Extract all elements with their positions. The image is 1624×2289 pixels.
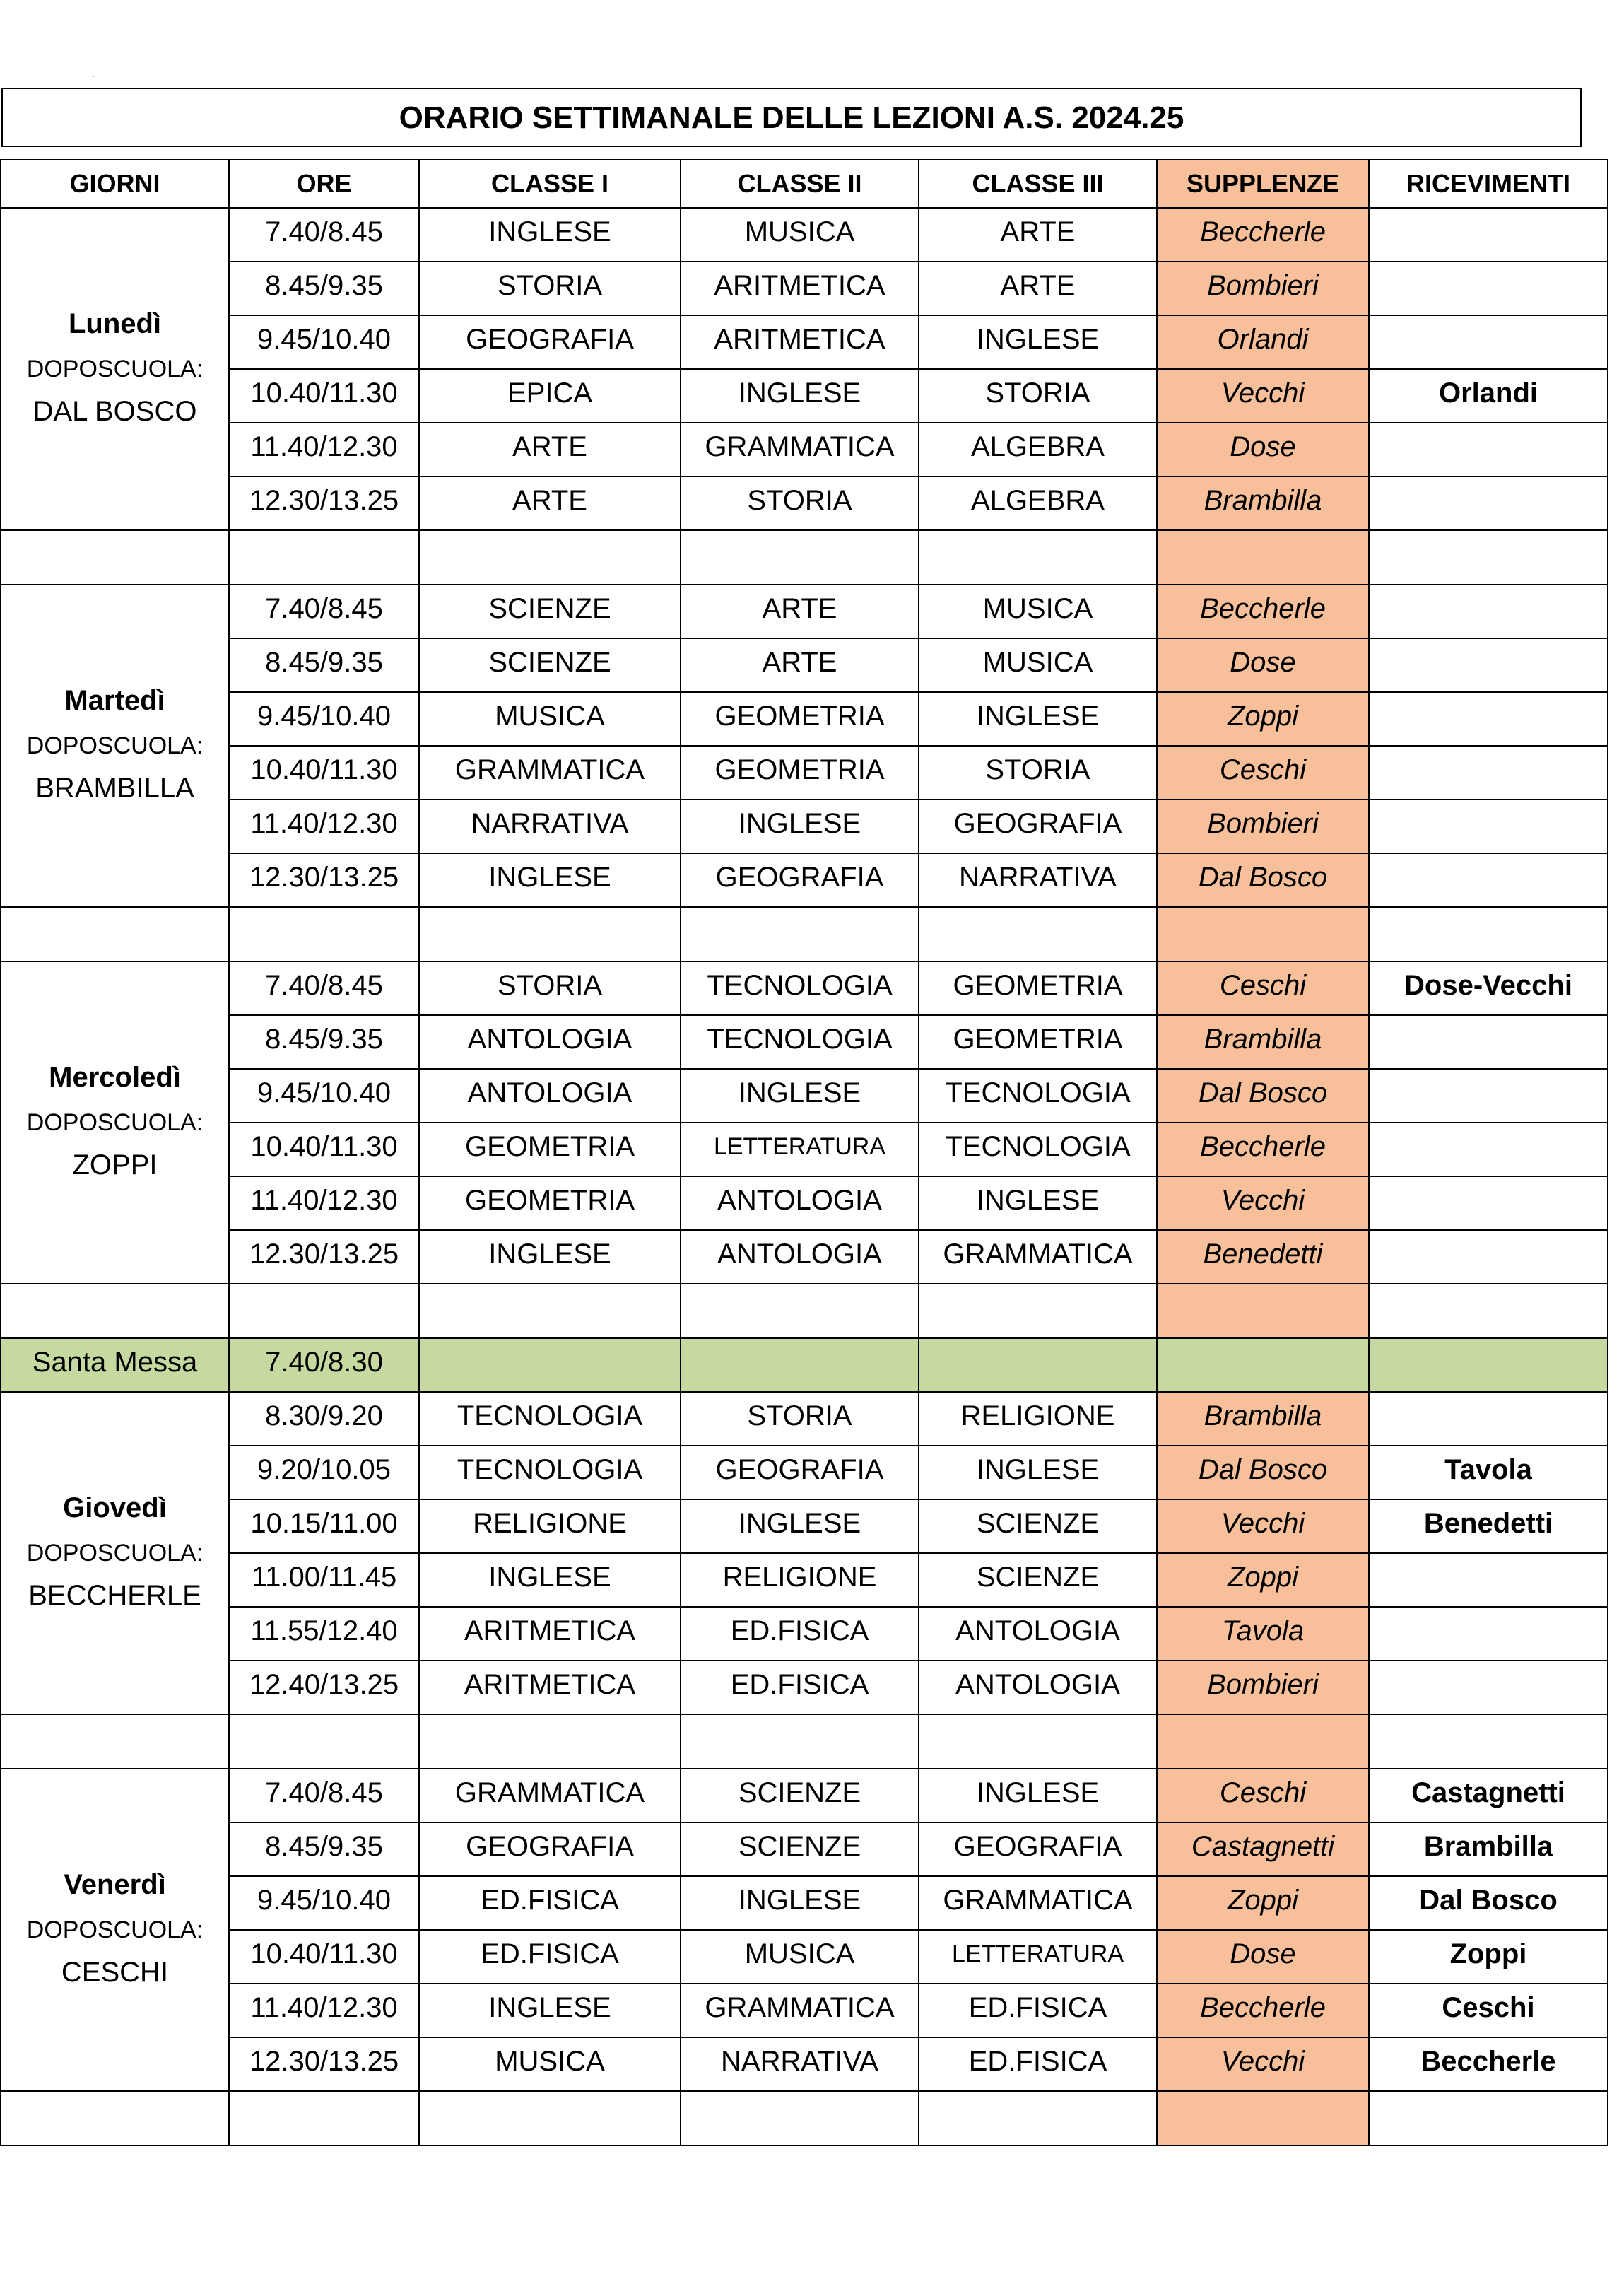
day-name: Lunedì [68,308,162,339]
classe-2-cell: TECNOLOGIA [681,1015,919,1069]
supplenze-cell: Zoppi [1157,692,1369,746]
classe-2-cell: INGLESE [681,1069,919,1123]
classe-3-cell: STORIA [919,746,1157,800]
time-cell: 12.30/13.25 [229,1230,419,1284]
ricevimenti-cell: Beccherle [1369,2037,1608,2091]
classe-2-cell: LETTERATURA [681,1123,919,1176]
empty-cell [229,2091,419,2145]
empty-cell [1369,1714,1608,1769]
table-row [1,1930,1608,1984]
classe-1-cell: SCIENZE [419,638,681,692]
table-row [1,1661,1608,1714]
supplenze-cell: Beccherle [1157,208,1369,262]
day-cell [1,1392,229,1714]
classe-3-cell: GEOMETRIA [919,1015,1157,1069]
classe-2-cell: MUSICA [681,1930,919,1984]
time-cell: 9.45/10.40 [229,1069,419,1123]
supplenze-cell: Vecchi [1157,369,1369,423]
classe-1-cell: INGLESE [419,1553,681,1607]
day-cell [1,585,229,907]
doposcuola-label: DOPOSCUOLA: [26,732,204,759]
classe-3-cell: ARTE [919,208,1157,262]
time-cell: 11.55/12.40 [229,1607,419,1661]
ricevimenti-cell: Benedetti [1369,1499,1608,1553]
empty-cell [229,1284,419,1338]
empty-cell [1369,2091,1608,2145]
ricevimenti-cell [1369,1123,1608,1176]
classe-2-cell: ARITMETICA [681,315,919,369]
doposcuola-label: DOPOSCUOLA: [26,1108,204,1136]
classe-1-cell: ARITMETICA [419,1661,681,1714]
ricevimenti-cell: Dose-Vecchi [1369,961,1608,1015]
supplenze-cell: Zoppi [1157,1876,1369,1930]
empty-cell [919,907,1157,961]
doposcuola-label: DOPOSCUOLA: [26,1539,204,1567]
empty-cell [681,1714,919,1769]
empty-cell [919,2091,1157,2145]
supplenze-cell: Dose [1157,1930,1369,1984]
classe-1-cell: STORIA [419,262,681,315]
header-row [1,160,1608,208]
day-name: Mercoledì [49,1061,181,1093]
ricevimenti-cell: Zoppi [1369,1930,1608,1984]
classe-1-cell: ARTE [419,423,681,476]
schedule-table [0,159,1608,2146]
empty-cell [1369,907,1608,961]
time-cell: 9.45/10.40 [229,315,419,369]
classe-2-cell: STORIA [681,476,919,530]
supplenze-cell: Vecchi [1157,1499,1369,1553]
doposcuola-teacher: ZOPPI [72,1149,158,1181]
ricevimenti-cell [1369,1392,1608,1446]
empty-cell [1157,1284,1369,1338]
empty-cell [681,1338,919,1392]
classe-3-cell: TECNOLOGIA [919,1123,1157,1176]
classe-1-cell: ANTOLOGIA [419,1015,681,1069]
table-row [1,1392,1608,1446]
ricevimenti-cell [1369,423,1608,476]
empty-cell [1,2091,229,2145]
classe-1-cell: ARITMETICA [419,1607,681,1661]
classe-3-cell: INGLESE [919,692,1157,746]
empty-cell [1157,907,1369,961]
header-ricevimenti: RICEVIMENTI [1369,160,1608,208]
empty-cell [1157,2091,1369,2145]
empty-cell [1369,1284,1608,1338]
ricevimenti-cell [1369,1553,1608,1607]
classe-3-cell: GRAMMATICA [919,1876,1157,1930]
table-row [1,585,1608,638]
classe-3-cell: INGLESE [919,315,1157,369]
classe-1-cell: GEOGRAFIA [419,1822,681,1876]
ricevimenti-cell [1369,315,1608,369]
supplenze-cell: Beccherle [1157,1984,1369,2037]
time-cell: 11.40/12.30 [229,800,419,853]
classe-1-cell: ARTE [419,476,681,530]
classe-1-cell: GEOMETRIA [419,1123,681,1176]
classe-3-cell: MUSICA [919,585,1157,638]
classe-3-cell: ANTOLOGIA [919,1607,1157,1661]
ricevimenti-cell [1369,1015,1608,1069]
header-classe-2: CLASSE II [681,160,919,208]
empty-cell [681,2091,919,2145]
separator-row [1,2091,1608,2145]
classe-3-cell: ARTE [919,262,1157,315]
table-row [1,1446,1608,1499]
doposcuola-teacher: CESCHI [61,1956,169,1988]
empty-cell [419,1284,681,1338]
table-row [1,369,1608,423]
empty-cell [681,1284,919,1338]
empty-cell [1157,530,1369,585]
supplenze-cell: Dose [1157,423,1369,476]
classe-1-cell: INGLESE [419,1984,681,2037]
ricevimenti-cell [1369,746,1608,800]
time-cell: 8.45/9.35 [229,638,419,692]
classe-3-cell: ALGEBRA [919,423,1157,476]
classe-3-cell: GEOGRAFIA [919,800,1157,853]
classe-3-cell: TECNOLOGIA [919,1069,1157,1123]
table-row [1,1984,1608,2037]
time-cell: 11.40/12.30 [229,423,419,476]
classe-1-cell: SCIENZE [419,585,681,638]
empty-cell [919,530,1157,585]
ricevimenti-cell [1369,800,1608,853]
ricevimenti-cell: Tavola [1369,1446,1608,1499]
classe-2-cell: NARRATIVA [681,2037,919,2091]
day-name: Martedì [64,684,165,716]
empty-cell [919,1284,1157,1338]
classe-1-cell: GEOGRAFIA [419,315,681,369]
empty-cell [229,530,419,585]
classe-2-cell: ARTE [681,638,919,692]
doposcuola-teacher: BECCHERLE [28,1579,201,1611]
table-row [1,1176,1608,1230]
schedule-body [1,208,1608,2145]
classe-3-cell: GEOMETRIA [919,961,1157,1015]
table-row [1,1769,1608,1822]
time-cell: 10.40/11.30 [229,746,419,800]
supplenze-cell: Castagnetti [1157,1822,1369,1876]
day-cell [1,1769,229,2091]
header-ore: ORE [229,160,419,208]
ricevimenti-cell [1369,1607,1608,1661]
classe-3-cell: GEOGRAFIA [919,1822,1157,1876]
table-row [1,315,1608,369]
classe-3-cell: ED.FISICA [919,1984,1157,2037]
ricevimenti-cell [1369,208,1608,262]
supplenze-cell: Bombieri [1157,1661,1369,1714]
empty-cell [419,530,681,585]
classe-3-cell: MUSICA [919,638,1157,692]
header-classe-1: CLASSE I [419,160,681,208]
ricevimenti-cell: Dal Bosco [1369,1876,1608,1930]
supplenze-cell: Ceschi [1157,746,1369,800]
supplenze-cell: Dal Bosco [1157,1069,1369,1123]
supplenze-cell: Benedetti [1157,1230,1369,1284]
supplenze-cell: Brambilla [1157,476,1369,530]
table-row [1,1230,1608,1284]
table-row [1,1015,1608,1069]
time-cell: 12.30/13.25 [229,853,419,907]
classe-1-cell: GEOMETRIA [419,1176,681,1230]
classe-2-cell: GRAMMATICA [681,1984,919,2037]
time-cell: 7.40/8.45 [229,585,419,638]
classe-1-cell: TECNOLOGIA [419,1392,681,1446]
ricevimenti-cell [1369,476,1608,530]
time-cell: 10.40/11.30 [229,1930,419,1984]
classe-2-cell: GRAMMATICA [681,423,919,476]
supplenze-cell: Tavola [1157,1607,1369,1661]
classe-2-cell: INGLESE [681,369,919,423]
empty-cell [419,907,681,961]
decorative-dot: . [92,68,95,79]
table-row [1,638,1608,692]
time-cell: 7.40/8.45 [229,961,419,1015]
classe-2-cell: ED.FISICA [681,1661,919,1714]
supplenze-cell: Ceschi [1157,1769,1369,1822]
ricevimenti-cell [1369,585,1608,638]
classe-3-cell: NARRATIVA [919,853,1157,907]
ricevimenti-cell: Brambilla [1369,1822,1608,1876]
time-cell: 9.45/10.40 [229,1876,419,1930]
table-row [1,262,1608,315]
time-cell: 12.40/13.25 [229,1661,419,1714]
day-cell [1,208,229,530]
doposcuola-label: DOPOSCUOLA: [26,1916,204,1943]
supplenze-cell: Beccherle [1157,585,1369,638]
supplenze-cell: Orlandi [1157,315,1369,369]
time-cell: 9.20/10.05 [229,1446,419,1499]
empty-cell [919,1338,1157,1392]
classe-2-cell: ARTE [681,585,919,638]
table-row [1,423,1608,476]
classe-2-cell: SCIENZE [681,1822,919,1876]
ricevimenti-cell: Orlandi [1369,369,1608,423]
classe-2-cell: STORIA [681,1392,919,1446]
time-cell: 12.30/13.25 [229,2037,419,2091]
supplenze-cell: Ceschi [1157,961,1369,1015]
classe-1-cell: EPICA [419,369,681,423]
ricevimenti-cell [1369,853,1608,907]
ricevimenti-cell: Castagnetti [1369,1769,1608,1822]
ricevimenti-cell [1369,1069,1608,1123]
classe-1-cell: MUSICA [419,692,681,746]
classe-2-cell: GEOMETRIA [681,692,919,746]
empty-cell [229,1714,419,1769]
classe-2-cell: ANTOLOGIA [681,1176,919,1230]
ricevimenti-cell: Ceschi [1369,1984,1608,2037]
classe-1-cell: GRAMMATICA [419,1769,681,1822]
classe-2-cell: SCIENZE [681,1769,919,1822]
classe-1-cell: INGLESE [419,853,681,907]
time-cell: 11.00/11.45 [229,1553,419,1607]
classe-2-cell: ED.FISICA [681,1607,919,1661]
header-supplenze: SUPPLENZE [1157,160,1369,208]
table-row [1,746,1608,800]
time-cell: 8.30/9.20 [229,1392,419,1446]
classe-1-cell: STORIA [419,961,681,1015]
table-row [1,853,1608,907]
doposcuola-teacher: BRAMBILLA [35,772,194,804]
separator-row [1,1714,1608,1769]
supplenze-cell: Dal Bosco [1157,1446,1369,1499]
time-cell: 10.15/11.00 [229,1499,419,1553]
classe-2-cell: TECNOLOGIA [681,961,919,1015]
classe-3-cell: ANTOLOGIA [919,1661,1157,1714]
time-cell: 12.30/13.25 [229,476,419,530]
time-cell: 7.40/8.45 [229,1769,419,1822]
doposcuola-label: DOPOSCUOLA: [26,355,204,382]
empty-cell [1369,1338,1608,1392]
supplenze-cell: Beccherle [1157,1123,1369,1176]
empty-cell [1,907,229,961]
classe-3-cell: ALGEBRA [919,476,1157,530]
classe-1-cell: TECNOLOGIA [419,1446,681,1499]
header-classe-3: CLASSE III [919,160,1157,208]
classe-1-cell: ED.FISICA [419,1876,681,1930]
supplenze-cell: Bombieri [1157,262,1369,315]
classe-1-cell: INGLESE [419,1230,681,1284]
empty-cell [1,1714,229,1769]
table-row [1,961,1608,1015]
table-row [1,1499,1608,1553]
santa-messa-label: Santa Messa [1,1338,229,1392]
time-cell: 9.45/10.40 [229,692,419,746]
day-cell [1,961,229,1284]
ricevimenti-cell [1369,638,1608,692]
time-cell: 10.40/11.30 [229,369,419,423]
classe-3-cell: SCIENZE [919,1553,1157,1607]
table-row [1,692,1608,746]
table-row [1,1876,1608,1930]
table-row [1,1553,1608,1607]
classe-3-cell: GRAMMATICA [919,1230,1157,1284]
time-cell: 8.45/9.35 [229,1822,419,1876]
table-row [1,1822,1608,1876]
separator-row [1,1284,1608,1338]
time-cell: 10.40/11.30 [229,1123,419,1176]
supplenze-cell: Dose [1157,638,1369,692]
table-row [1,800,1608,853]
time-cell: 8.45/9.35 [229,1015,419,1069]
classe-3-cell: RELIGIONE [919,1392,1157,1446]
classe-1-cell: RELIGIONE [419,1499,681,1553]
classe-2-cell: INGLESE [681,1499,919,1553]
table-row [1,1607,1608,1661]
classe-1-cell: NARRATIVA [419,800,681,853]
doposcuola-teacher: DAL BOSCO [33,395,197,427]
empty-cell [1,1284,229,1338]
supplenze-cell: Dal Bosco [1157,853,1369,907]
empty-cell [229,907,419,961]
empty-cell [1369,530,1608,585]
classe-2-cell: ANTOLOGIA [681,1230,919,1284]
table-row [1,208,1608,262]
classe-2-cell: ARITMETICA [681,262,919,315]
classe-3-cell: INGLESE [919,1769,1157,1822]
empty-cell [919,1714,1157,1769]
classe-3-cell: LETTERATURA [919,1930,1157,1984]
time-cell: 8.45/9.35 [229,262,419,315]
ricevimenti-cell [1369,262,1608,315]
classe-1-cell: ED.FISICA [419,1930,681,1984]
classe-3-cell: SCIENZE [919,1499,1157,1553]
classe-3-cell: STORIA [919,369,1157,423]
santa-messa-row [1,1338,1608,1392]
time-cell: 7.40/8.45 [229,208,419,262]
supplenze-cell: Bombieri [1157,800,1369,853]
day-name: Venerdì [64,1868,166,1900]
empty-cell [419,1338,681,1392]
santa-messa-time: 7.40/8.30 [229,1338,419,1392]
ricevimenti-cell [1369,1176,1608,1230]
table-row [1,1069,1608,1123]
supplenze-cell: Brambilla [1157,1392,1369,1446]
supplenze-cell: Brambilla [1157,1015,1369,1069]
time-cell: 11.40/12.30 [229,1984,419,2037]
classe-2-cell: MUSICA [681,208,919,262]
supplenze-cell: Vecchi [1157,2037,1369,2091]
empty-cell [419,1714,681,1769]
empty-cell [1157,1338,1369,1392]
table-row [1,476,1608,530]
ricevimenti-cell [1369,1661,1608,1714]
supplenze-cell: Zoppi [1157,1553,1369,1607]
classe-3-cell: INGLESE [919,1176,1157,1230]
time-cell: 11.40/12.30 [229,1176,419,1230]
classe-2-cell: INGLESE [681,800,919,853]
empty-cell [681,907,919,961]
separator-row [1,530,1608,585]
empty-cell [681,530,919,585]
classe-1-cell: GRAMMATICA [419,746,681,800]
ricevimenti-cell [1369,1230,1608,1284]
page-title: ORARIO SETTIMANALE DELLE LEZIONI A.S. 2024.25 [1,88,1582,147]
supplenze-cell: Vecchi [1157,1176,1369,1230]
classe-2-cell: GEOGRAFIA [681,1446,919,1499]
header-giorni: GIORNI [1,160,229,208]
separator-row [1,907,1608,961]
classe-2-cell: GEOGRAFIA [681,853,919,907]
empty-cell [419,2091,681,2145]
classe-3-cell: ED.FISICA [919,2037,1157,2091]
classe-1-cell: MUSICA [419,2037,681,2091]
classe-1-cell: INGLESE [419,208,681,262]
classe-2-cell: GEOMETRIA [681,746,919,800]
classe-1-cell: ANTOLOGIA [419,1069,681,1123]
classe-3-cell: INGLESE [919,1446,1157,1499]
table-row [1,1123,1608,1176]
classe-2-cell: INGLESE [681,1876,919,1930]
table-row [1,2037,1608,2091]
day-name: Giovedì [63,1492,167,1523]
empty-cell [1,530,229,585]
empty-cell [1157,1714,1369,1769]
ricevimenti-cell [1369,692,1608,746]
classe-2-cell: RELIGIONE [681,1553,919,1607]
